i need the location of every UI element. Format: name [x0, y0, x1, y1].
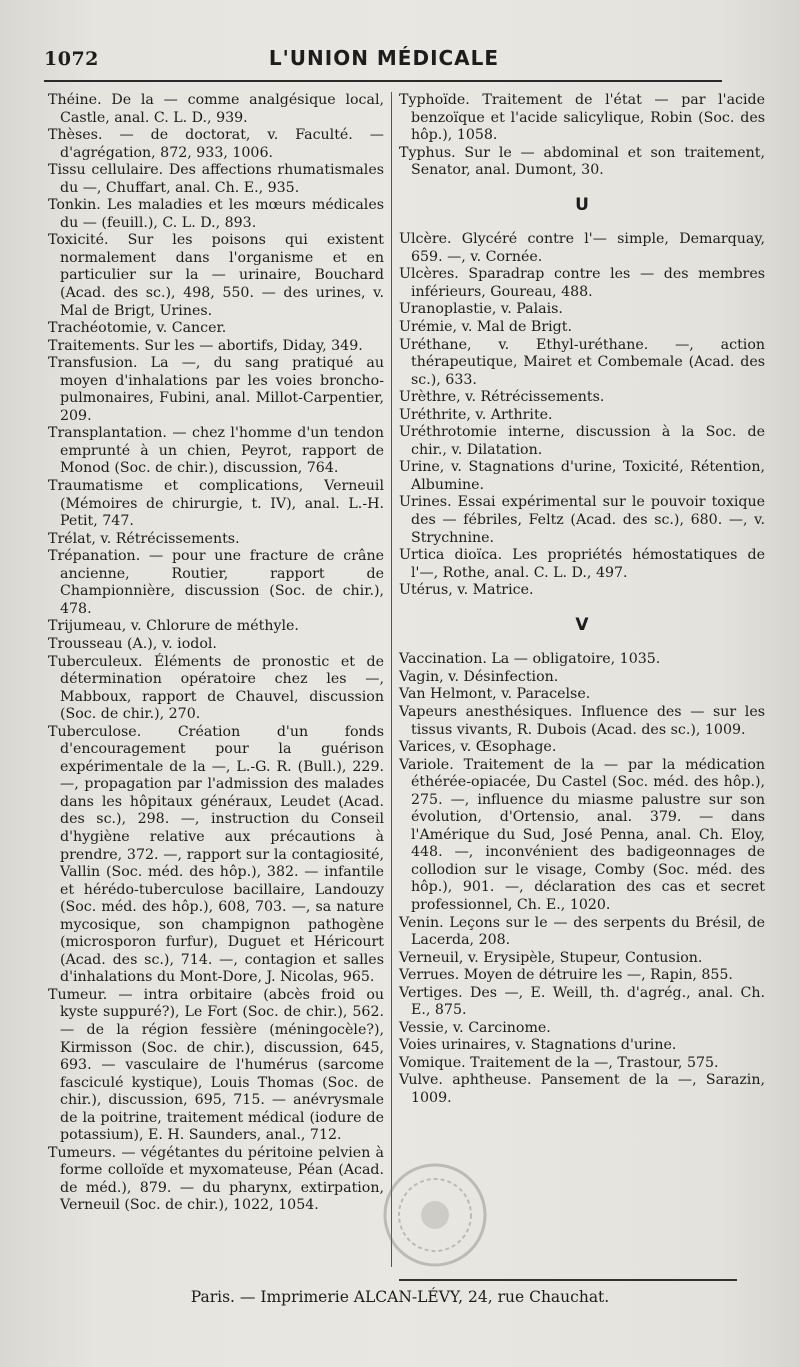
index-entry: Van Helmont, v. Paracelse. — [399, 686, 591, 703]
footer-rule — [399, 1279, 737, 1281]
index-entry: Thèses. — de doctorat, v. Faculté. — d'agrégation, 872, 933, 1006. — [48, 127, 384, 161]
index-entry: Vulve. aphtheuse. Pansement de la —, Sarazin, 1009. — [399, 1072, 765, 1106]
index-entry: Tumeurs. — végétantes du péritoine pelvien à forme colloïde et myxomateuse, Péan (Acad. de méd.), 879. — du pharynx, extirpation, Verneuil (Soc. de chir.), 1022, 1054. — [48, 1144, 384, 1214]
index-entry: Verneuil, v. Erysipèle, Stupeur, Contusion. — [399, 949, 703, 966]
index-entry: Ulcères. Sparadrap contre les — des membres inférieurs, Goureau, 488. — [399, 266, 765, 300]
index-entry: Tumeur. — intra orbitaire (abcès froid ou kyste suppuré?), Le Fort (Soc. de chir.), 562. — de la région fessière (méningocèle?), Kirmisson (Soc. de chir.), discussion, 645, 693. — vasculaire de l'humérus (sarcome fasciculé kystique), Louis Thomas (Soc. de chir.), discussion, 695, 715. — anévrysmale de la poitrine, traitement médical (iodure de potassium), E. H. Saunders, anal., 712. — [48, 986, 384, 1144]
index-entry: Uranoplastie, v. Palais. — [399, 301, 563, 318]
index-entry: Uréthane, v. Ethyl-uréthane. —, action thérapeutique, Mairet et Combemale (Acad. des sc.), 633. — [399, 336, 765, 388]
index-entry: Voies urinaires, v. Stagnations d'urine. — [399, 1037, 677, 1054]
left-column — [48, 92, 384, 1215]
index-entry: Ulcère. Glycéré contre l'— simple, Demarquay, 659. —, v. Cornée. — [399, 231, 765, 265]
index-entry: Vaccination. La — obligatoire, 1035. — [399, 651, 661, 668]
index-entry: Vagin, v. Désinfection. — [399, 668, 559, 685]
index-entry: Trachéotomie, v. Cancer. — [48, 320, 227, 337]
index-entry: Venin. Leçons sur le — des serpents du Brésil, de Lacerda, 208. — [399, 914, 765, 949]
index-entry: Vomique. Traitement de la —, Trastour, 575. — [399, 1054, 719, 1071]
index-entry: Vessie, v. Carcinome. — [399, 1019, 551, 1036]
index-entry: Uréthrite, v. Arthrite. — [399, 406, 553, 423]
index-entry: Traitements. Sur les — abortifs, Diday, 349. — [48, 337, 363, 354]
index-entry: Transfusion. La —, du sang pratiqué au moyen d'inhalations par les voies broncho-pulmonaires, Fubini, anal. Millot-Carpentier, 209. — [48, 355, 384, 424]
index-entry: Urtica dioïca. Les propriétés hémostatiques de l'—, Rothe, anal. C. L. D., 497. — [399, 547, 765, 581]
index-entry: Variole. Traitement de la — par la médication éthérée-opiacée, Du Castel (Soc. méd. des hôp.), 275. —, influence du miasme palustre sur son évolution, d'Ortensio, anal. 379. — dans l'Amérique du Sud, José Penna, anal. Ch. Eloy, 448. —, inconvénient des badigeonnages de collodion sur le visage, Comby (Soc. méd. des hôp.), 901. —, déclaration des cas et secret professionnel, Ch. E., 1020. — [399, 756, 765, 913]
index-entry: Utérus, v. Matrice. — [399, 582, 534, 599]
index-entry: Typhus. Sur le — abdominal et son traitement, Senator, anal. Dumont, 30. — [399, 144, 765, 179]
index-entry: Trijumeau, v. Chlorure de méthyle. — [48, 618, 299, 635]
library-stamp-icon — [380, 1160, 490, 1270]
index-entry: Transplantation. — chez l'homme d'un tendon emprunté à un chien, Peyrot, rapport de Monod (Soc. de chir.), discussion, 764. — [48, 425, 384, 477]
index-entry: Urémie, v. Mal de Brigt. — [399, 319, 572, 336]
index-entry: Trépanation. — pour une fracture de crâne ancienne, Routier, rapport de Championnière, discussion (Soc. de chir.), 478. — [48, 548, 384, 617]
index-entry: Traumatisme et complications, Verneuil (Mémoires de chirurgie, t. IV), anal. L.-H. Petit, 747. — [48, 478, 384, 530]
index-entry: Verrues. Moyen de détruire les —, Rapin, 855. — [399, 967, 733, 984]
index-entry: Uréthrotomie interne, discussion à la Soc. de chir., v. Dilatation. — [399, 424, 765, 458]
section-letter-u: U — [575, 194, 589, 215]
index-entry: Varices, v. Œsophage. — [399, 739, 557, 756]
header-rule — [44, 80, 722, 82]
index-entry: Tuberculeux. Éléments de pronostic et de détermination opératoire chez les —, Mabboux, rapport de Chauvel, discussion (Soc. de chir.), 270. — [48, 653, 384, 723]
index-entry: Trélat, v. Rétrécissements. — [48, 530, 240, 547]
index-entry: Urèthre, v. Rétrécissements. — [399, 389, 605, 406]
column-divider — [391, 92, 392, 1267]
index-entry: Trousseau (A.), v. iodol. — [48, 635, 217, 652]
index-entry: Toxicité. Sur les poisons qui existent normalement dans l'organisme et en particulier sur la — urinaire, Bouchard (Acad. des sc.), 498, 550. — des urines, v. Mal de Brigt, Urines. — [48, 232, 384, 319]
index-entry: Tonkin. Les maladies et les mœurs médicales du — (feuill.), C. L. D., 893. — [48, 197, 384, 231]
index-entry: Tissu cellulaire. Des affections rhumatismales du —, Chuffart, anal. Ch. E., 935. — [48, 162, 384, 196]
index-entry: Tuberculose. Création d'un fonds d'encouragement pour la guérison expérimentale de la —, L.-G. R. (Bull.), 229. —, propagation par l'admission des malades dans les hôpitaux généraux, Leudet (Acad. des sc.), 298. —, instruction du Conseil d'hygiène relative aux précautions à prendre, 372. —, rapport sur la contagiosité, Vallin (Soc. méd. des hôp.), 382. — infantile et hérédo-tuberculose bacillaire, Landouzy (Soc. méd. des hôp.), 608, 703. —, sa nature mycosique, son champignon pathogène (microsporon furfur), Duguet et Héricourt (Acad. des sc.), 714. —, contagion et salles d'inhalations du Mont-Dore, J. Nicolas, 965. — [48, 723, 384, 986]
journal-title: L'UNION MÉDICALE — [268, 46, 500, 70]
right-column — [399, 92, 765, 1108]
index-entry: Théine. De la — comme analgésique local, Castle, anal. C. L. D., 939. — [48, 92, 384, 126]
index-entry: Typhoïde. Traitement de l'état — par l'acide benzoïque et l'acide salicylique, Robin (Soc. des hôp.), 1058. — [399, 92, 765, 144]
index-entry: Urines. Essai expérimental sur le pouvoir toxique des — fébriles, Feltz (Acad. des sc.), 680. —, v. Strychnine. — [399, 494, 765, 546]
page-number: 1072 — [44, 48, 99, 70]
index-entry: Vertiges. Des —, E. Weill, th. d'agrég., anal. Ch. E., 875. — [399, 984, 765, 1019]
page-header — [44, 44, 724, 78]
index-entry: Vapeurs anesthésiques. Influence des — sur les tissus vivants, R. Dubois (Acad. des sc.), 1009. — [399, 703, 765, 738]
index-entry: Urine, v. Stagnations d'urine, Toxicité, Rétention, Albumine. — [399, 459, 765, 493]
printer-imprint: Paris. — Imprimerie ALCAN-LÉVY, 24, rue Chauchat. — [190, 1288, 610, 1306]
section-letter-v: V — [575, 614, 589, 635]
